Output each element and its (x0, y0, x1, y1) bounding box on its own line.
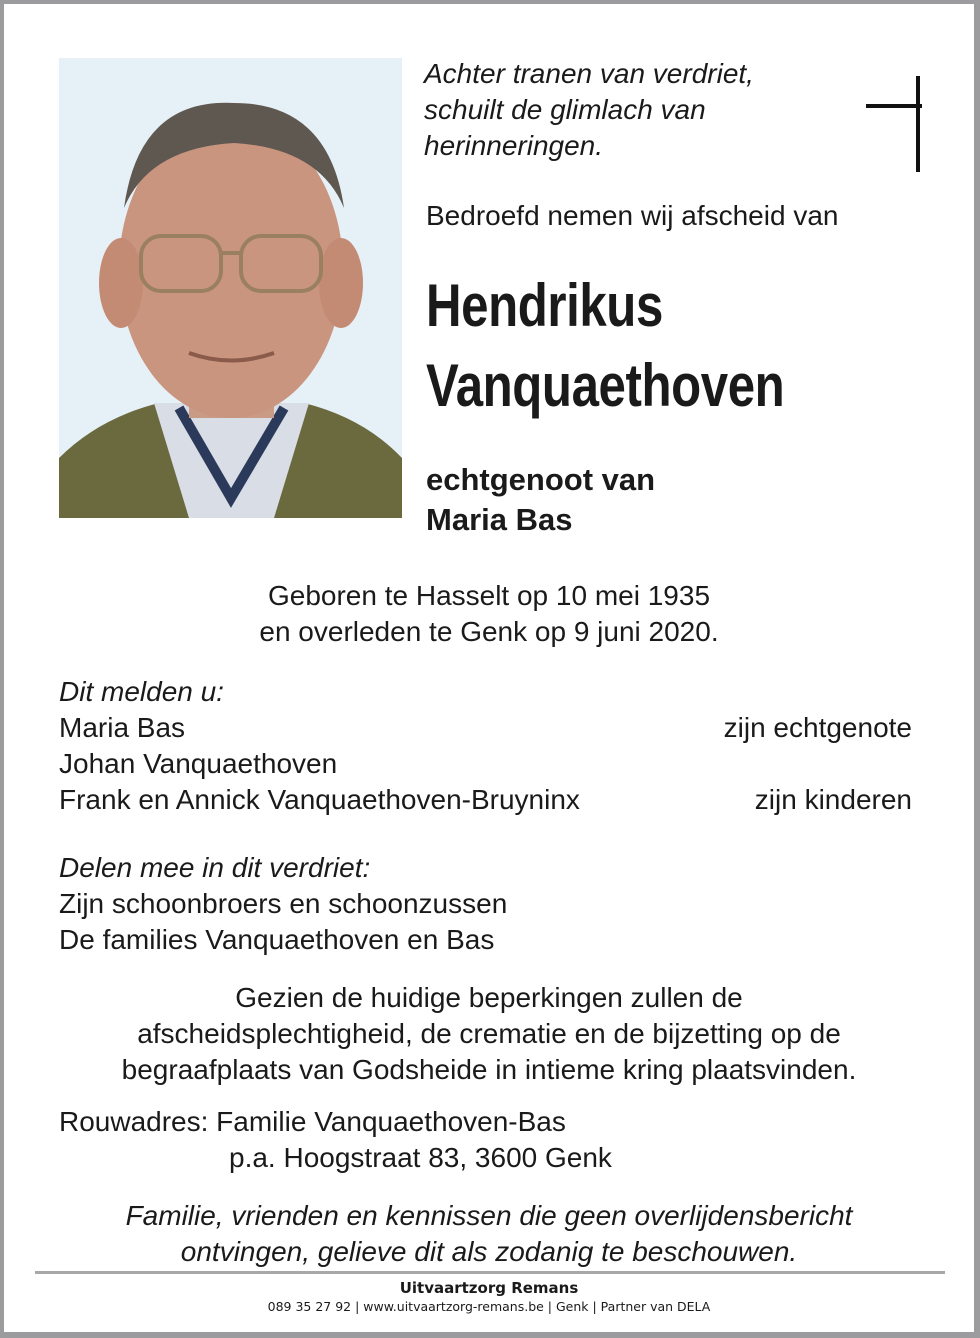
ceremony-line: begraafplaats van Godsheide in intieme kring plaatsvinden. (121, 1054, 857, 1085)
announcer-relation: zijn echtgenote (723, 712, 912, 743)
address-line2: p.a. Hoogstraat 83, 3600 Genk (229, 1142, 612, 1173)
ceremony (4, 980, 974, 1088)
first-name: Hendrikus (426, 272, 663, 339)
deceased-name (426, 266, 784, 426)
address-line1: Rouwadres: Familie Vanquaethoven-Bas (59, 1106, 566, 1137)
birth-line: Geboren te Hasselt op 10 mei 1935 (267, 580, 711, 611)
sharing-line: Zijn schoonbroers en schoonzussen (59, 888, 508, 919)
announcer-name: Maria Bas (59, 712, 186, 743)
sharing (59, 850, 507, 958)
spouse-label: echtgenoot van (426, 462, 656, 497)
ceremony-line: afscheidsplechtigheid, de crematie en de bijzetting op de (137, 1018, 841, 1049)
dates (4, 578, 974, 650)
announcers-heading: Dit melden u: (59, 676, 224, 707)
portrait-photo (59, 58, 402, 518)
announcers (59, 674, 580, 818)
closing-line: Familie, vrienden en kennissen die geen overlijdensbericht (125, 1200, 853, 1231)
closing-note (4, 1198, 974, 1270)
verse-line: schuilt de glimlach van (424, 94, 706, 125)
closing-line: ontvingen, gelieve dit als zodanig te beschouwen. (180, 1236, 798, 1267)
sharing-heading: Delen mee in dit verdriet: (59, 852, 371, 883)
funeral-company-info: 089 35 27 92 | www.uitvaartzorg-remans.be | Genk | Partner van DELA (267, 1299, 711, 1314)
verse-line: Achter tranen van verdriet, (424, 58, 754, 89)
cross-icon-bar (866, 104, 922, 108)
obituary-card (4, 4, 974, 1332)
funeral-company: Uitvaartzorg Remans (399, 1279, 579, 1297)
spouse-name: Maria Bas (426, 502, 573, 537)
announcer-name: Johan Vanquaethoven (59, 748, 338, 779)
death-line: en overleden te Genk op 9 juni 2020. (259, 616, 719, 647)
announcer-name: Frank en Annick Vanquaethoven-Bruyninx (59, 784, 580, 815)
ceremony-line: Gezien de huidige beperkingen zullen de (235, 982, 743, 1013)
verse (424, 56, 754, 164)
sharing-line: De families Vanquaethoven en Bas (59, 924, 495, 955)
intro-text: Bedroefd nemen wij afscheid van (426, 200, 839, 231)
verse-line: herinneringen. (424, 130, 604, 161)
footer-divider (35, 1271, 945, 1274)
cross-icon (916, 76, 920, 172)
spouse-info (426, 460, 655, 540)
announcer-relation: zijn kinderen (754, 784, 912, 815)
last-name: Vanquaethoven (426, 352, 785, 419)
